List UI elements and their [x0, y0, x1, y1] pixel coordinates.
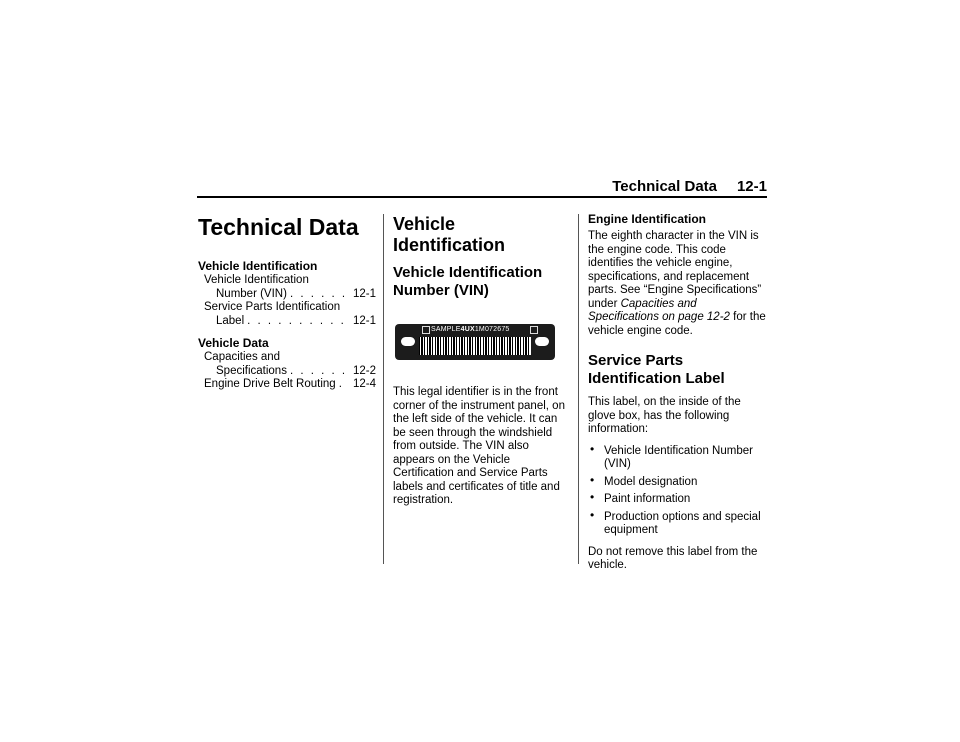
list-item	[588, 507, 768, 538]
plate-marker	[530, 326, 538, 334]
header-section-title: Technical Data	[612, 178, 717, 195]
toc-group-vehicle-data	[198, 336, 376, 392]
toc-entry-vin[interactable]	[198, 274, 376, 301]
info-list	[588, 441, 768, 538]
list-item-text: Model designation	[604, 475, 698, 488]
bullet-icon: •	[590, 441, 595, 456]
subsection-title: Vehicle Identification Number (VIN)	[393, 264, 543, 299]
toc-page-ref: 12-4	[352, 378, 376, 390]
list-item-text: Production options and special equipment	[604, 510, 761, 536]
toc-column	[198, 212, 376, 400]
toc-page-ref: 12-2	[352, 364, 376, 377]
bullet-icon: •	[590, 472, 595, 487]
toc-leader	[247, 315, 350, 329]
mounting-hole	[401, 337, 415, 346]
list-item-text: Vehicle Identification Number (VIN)	[604, 444, 753, 470]
service-parts-title: Service Parts Identification Label	[588, 352, 725, 387]
chapter-title: Technical Data	[198, 214, 359, 240]
mounting-hole	[535, 337, 549, 346]
toc-entry-text: Specifications	[216, 364, 287, 377]
cross-reference-link[interactable]: Capacities and Specifications on page 12-2	[588, 297, 730, 323]
header-page-number: 12-1	[736, 178, 767, 195]
toc-entry-service-parts-label[interactable]	[198, 301, 376, 328]
bullet-icon: •	[590, 507, 595, 522]
toc-entry-text: Vehicle Identification	[204, 274, 309, 286]
vin-plate-image	[395, 324, 555, 360]
vin-bold-part: 4UX	[460, 326, 475, 333]
list-item	[588, 490, 768, 507]
engine-id-text: for the vehicle engine code.	[588, 311, 766, 337]
engine-id-text: The eighth character in the VIN is the engine code. This code identifies the vehicle engine, specifications, and replacement parts. See “Engine Specifications” under	[588, 230, 762, 310]
service-parts-outro: Do not remove this label from the vehicle.	[588, 545, 758, 571]
toc-entry-text: Engine Drive Belt Routing	[204, 378, 336, 390]
vin-prefix: SAMPLE	[431, 326, 461, 333]
engine-id-body	[588, 230, 768, 338]
toc-page-ref: 12-1	[352, 287, 376, 300]
toc-entry-text: Number (VIN)	[216, 287, 287, 300]
section-title: Vehicle Identification	[393, 214, 505, 255]
vin-description: This legal identifier is in the front corner of the instrument panel, on the left side of the vehicle. It can be seen through the windshield from outside. The VIN also appears on the Vehicle Certification and Service Parts labels and certificates of title and registration.	[393, 386, 565, 506]
toc-entry-belt-routing[interactable]	[198, 378, 376, 392]
toc-leader	[339, 378, 350, 392]
vehicle-id-column	[393, 212, 571, 516]
header-rule	[197, 196, 767, 198]
vin-suffix: 1M072675	[474, 326, 510, 333]
list-item	[588, 441, 768, 472]
toc-group-vehicle-identification	[198, 259, 376, 328]
toc-entry-text: Service Parts Identification	[204, 301, 341, 313]
toc-leader	[290, 288, 350, 302]
toc-entry-capacities[interactable]	[198, 351, 376, 378]
column-divider-1	[383, 214, 384, 564]
toc-heading[interactable]: Vehicle Data	[198, 336, 269, 350]
engine-column	[588, 212, 768, 581]
list-item	[588, 472, 768, 490]
toc-entry-text: Capacities and	[204, 351, 281, 363]
toc-entry-text: Label	[216, 314, 245, 327]
bullet-icon: •	[590, 490, 595, 504]
page-header	[197, 178, 767, 195]
column-divider-2	[578, 214, 579, 564]
engine-id-title: Engine Identification	[588, 212, 707, 226]
toc-leader	[290, 365, 350, 379]
toc-heading[interactable]: Vehicle Identification	[198, 259, 318, 273]
barcode	[419, 337, 531, 355]
service-parts-intro: This label, on the inside of the glove box, has the following information:	[588, 396, 741, 435]
toc-page-ref: 12-1	[352, 314, 376, 327]
list-item-text: Paint information	[604, 493, 691, 505]
vin-text	[419, 326, 510, 333]
